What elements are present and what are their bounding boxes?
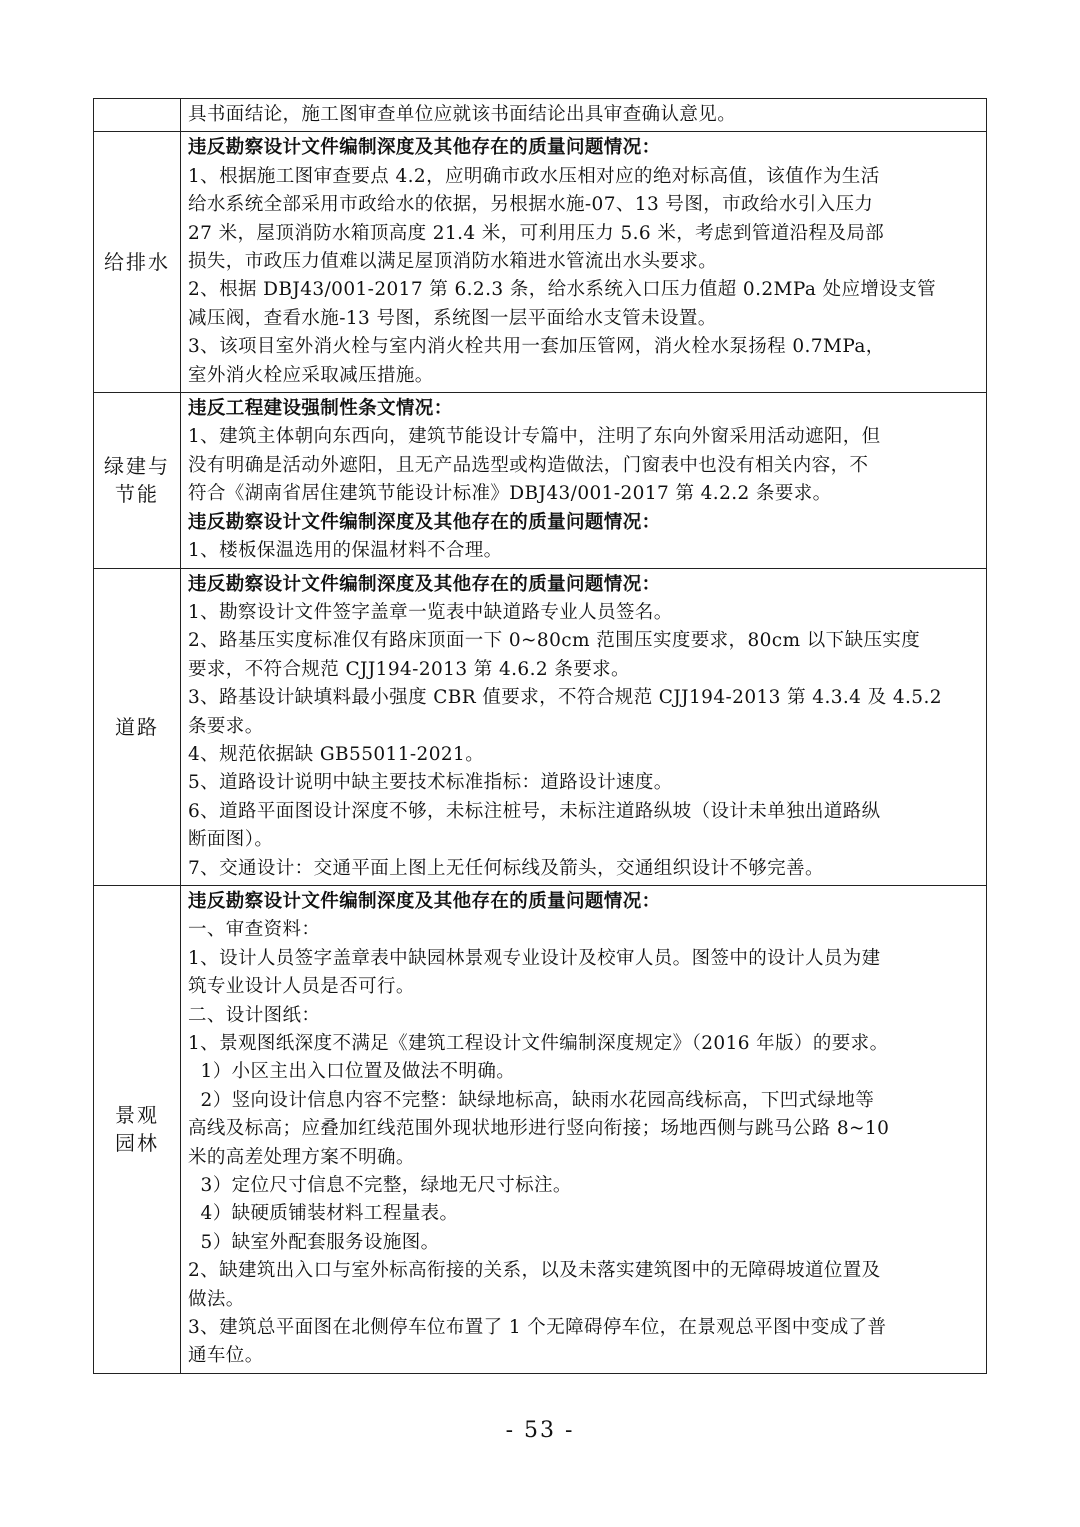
content-line: 2、路基压实度标准仅有路床顶面一下 0~80cm 范围压实度要求，80cm 以下缺压实度 [188,630,921,652]
content-line: 高线及标高；应叠加红线范围外现状地形进行竖向衔接；场地西侧与跳马公路 8~10 [188,1118,890,1140]
content-line: 筑专业设计人员是否可行。 [188,976,415,998]
content-line: 1、景观图纸深度不满足《建筑工程设计文件编制深度规定》（2016 年版）的要求。 [188,1033,889,1054]
content-line: 2）竖向设计信息内容不完整：缺绿地标高，缺雨水花园高线标高，下凹式绿地等 [188,1089,875,1111]
category-label: 节能 [115,482,159,507]
category-label: 景观 [115,1103,159,1128]
content-line: 2、缺建筑出入口与室外标高衔接的关系，以及未落实建筑图中的无障碍坡道位置及 [188,1260,881,1282]
section-heading: 违反勘察设计文件编制深度及其他存在的质量问题情况： [188,890,661,912]
content-line: 1、设计人员签字盖章表中缺园林景观专业设计及校审人员。图签中的设计人员为建 [188,947,881,969]
content-line: 二、设计图纸： [188,1004,321,1026]
content-line: 符合《湖南省居住建筑节能设计标准》DBJ43/001-2017 第 4.2.2 条要求。 [188,483,832,505]
content-line: 4、规范依据缺 GB55011-2021。 [188,743,485,765]
table-row [94,99,987,132]
content-line: 27 米，屋顶消防水箱顶高度 21.4 米，可利用压力 5.6 米，考虑到管道沿程及局部 [188,222,885,244]
table-row [94,568,987,885]
section-heading: 违反勘察设计文件编制深度及其他存在的质量问题情况： [188,511,661,533]
content-cell [181,885,987,1373]
category-cell [94,99,181,132]
table-row [94,132,987,393]
content-line: 5、道路设计说明中缺主要技术标准指标：道路设计速度。 [188,772,673,794]
content-line: 3、该项目室外消火栓与室内消火栓共用一套加压管网，消火栓水泵扬程 0.7MPa， [188,336,885,358]
content-line: 条要求。 [188,715,264,737]
content-line: 损失，市政压力值难以满足屋顶消防水箱进水管流出水头要求。 [188,251,718,273]
content-line: 2、根据 DBJ43/001-2017 第 6.2.3 条，给水系统入口压力值超 0.2MPa 处应增设支管 [188,279,936,301]
content-line: 断面图）。 [188,829,274,851]
content-line: 3）定位尺寸信息不完整，绿地无尺寸标注。 [188,1175,572,1197]
content-cell [181,99,987,132]
content-line: 米的高差处理方案不明确。 [188,1146,415,1168]
content-line: 4）缺硬质铺装材料工程量表。 [188,1203,459,1225]
content-line: 3、建筑总平面图在北侧停车位布置了 1 个无障碍停车位，在景观总平图中变成了普 [188,1317,887,1339]
section-heading: 违反工程建设强制性条文情况： [188,398,453,420]
category-label: 给排水 [104,250,170,275]
content-line: 室外消火栓应采取减压措施。 [188,364,434,386]
content-line: 3、路基设计缺填料最小强度 CBR 值要求，不符合规范 CJJ194-2013 第 4.3.4 及 4.5.2 [188,687,942,709]
content-line: 没有明确是活动外遮阳，且无产品选型或构造做法，门窗表中也没有相关内容，不 [188,454,869,476]
content-cell [181,568,987,885]
category-cell [94,393,181,568]
content-line: 5）缺室外配套服务设施图。 [188,1231,440,1253]
category-cell [94,885,181,1373]
content-line: 通车位。 [188,1345,264,1367]
content-line: 减压阀，查看水施-13 号图，系统图一层平面给水支管未设置。 [188,307,717,329]
content-line: 1）小区主出入口位置及做法不明确。 [188,1061,516,1083]
table-row [94,885,987,1373]
content-line: 要求，不符合规范 CJJ194-2013 第 4.6.2 条要求。 [188,658,630,680]
content-line: 一、审查资料： [188,919,321,941]
content-line: 7、交通设计：交通平面上图上无任何标线及箭头，交通组织设计不够完善。 [188,857,824,879]
content-line: 6、道路平面图设计深度不够，未标注桩号，未标注道路纵坡（设计未单独出道路纵 [188,800,881,822]
content-line: 做法。 [188,1288,245,1310]
category-label: 道路 [115,714,159,739]
review-table [93,98,987,1374]
content-cell [181,393,987,568]
content-line: 1、楼板保温选用的保温材料不合理。 [188,540,503,562]
content-line: 具书面结论，施工图审查单位应就该书面结论出具审查确认意见。 [188,104,737,125]
category-cell [94,132,181,393]
content-line: 1、勘察设计文件签字盖章一览表中缺道路专业人员签名。 [188,601,673,623]
content-line: 1、根据施工图审查要点 4.2，应明确市政水压相对应的绝对标高值，该值作为生活 [188,165,880,187]
content-line: 1、建筑主体朝向东西向，建筑节能设计专篇中，注明了东向外窗采用活动遮阳，但 [188,426,881,448]
category-label: 绿建与 [104,454,170,479]
table-row [94,393,987,568]
content-cell [181,132,987,393]
section-heading: 违反勘察设计文件编制深度及其他存在的质量问题情况： [188,137,661,159]
review-table-body [94,99,987,1374]
category-label: 园林 [115,1131,159,1156]
page-number: - 53 - [505,1418,575,1443]
section-heading: 违反勘察设计文件编制深度及其他存在的质量问题情况： [188,573,661,595]
category-cell [94,568,181,885]
content-line: 给水系统全部采用市政给水的依据，另根据水施-07、13 号图，市政给水引入压力 [188,194,874,216]
